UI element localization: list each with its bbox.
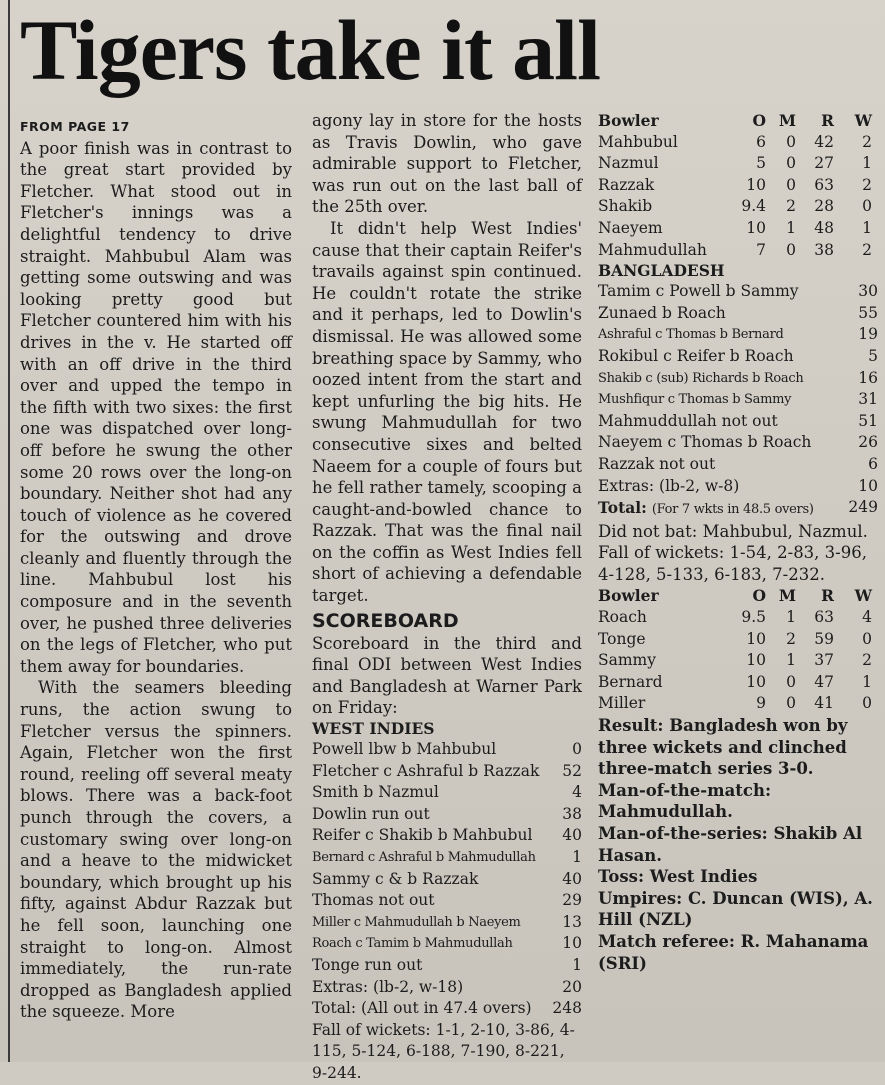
wi-batting-row	[312, 761, 582, 783]
wi-batting-card	[312, 739, 582, 1020]
match-referee: Match referee: R. Mahanama (SRI)	[598, 931, 869, 973]
bowling-figure: 41	[814, 694, 834, 713]
batter-runs: 55	[858, 303, 878, 322]
batter-runs: 19	[858, 325, 878, 344]
bowling-row	[598, 240, 878, 262]
bowling-row	[598, 132, 878, 154]
wi-batting-row	[312, 977, 582, 999]
batter-dismissal: Roach c Tamim b Mahmudullah	[312, 936, 513, 952]
bd-total-detail: (For 7 wkts in 48.5 overs)	[651, 502, 814, 518]
bd-batting-row	[598, 389, 878, 411]
wi-batting-row	[312, 955, 582, 977]
batter-dismissal: Powell lbw b Mahbubul	[312, 740, 497, 759]
bowling-row	[598, 650, 878, 672]
batter-runs: 52	[562, 761, 582, 780]
bd-batting-row	[598, 303, 878, 325]
bowling-header-cell: W	[854, 586, 872, 606]
bowling-figure: 47	[814, 672, 834, 691]
bowling-figure: 9.5	[741, 608, 766, 627]
bowling-figure: 0	[786, 240, 796, 259]
bowling-figure: 2	[786, 197, 796, 216]
batter-runs: 1	[572, 848, 582, 866]
bowling-figure: 6	[756, 132, 766, 151]
bowling-header-cell: R	[821, 586, 834, 606]
scoreboard-title: SCOREBOARD	[312, 609, 459, 632]
bowling-figure: 10	[746, 175, 766, 194]
bowling-figure: 0	[862, 694, 872, 713]
bowling-figure: 10	[746, 651, 766, 670]
bowling-figure: 2	[862, 175, 872, 194]
bowling-figure: 48	[814, 218, 834, 237]
match-result: Result: Bangladesh won by three wickets and clinched three-match series 3-0.	[598, 716, 848, 779]
bowling-figure: 1	[862, 218, 872, 237]
team-heading-bangladesh: BANGLADESH	[598, 261, 725, 281]
bowling-header-cell: O	[752, 586, 766, 606]
bowling-figure: 9.4	[741, 197, 766, 216]
batter-runs: 26	[858, 433, 878, 452]
bowling-figure: 0	[862, 197, 872, 216]
bd-batting-row	[598, 368, 878, 390]
bd-bowling-card	[598, 110, 878, 261]
article-column-1	[20, 110, 292, 1023]
wi-batting-row	[312, 847, 582, 869]
bowling-figure: 0	[786, 175, 796, 194]
batter-runs: 0	[572, 740, 582, 759]
wi-batting-row	[312, 869, 582, 891]
bowling-figure: 1	[786, 608, 796, 627]
batter-runs: 248	[552, 999, 582, 1018]
batter-runs: 6	[868, 454, 878, 473]
batter-runs: 51	[858, 411, 878, 430]
did-not-bat: Did not bat: Mahbubul, Nazmul.	[598, 521, 868, 541]
batter-runs: 20	[562, 977, 582, 996]
bd-batting-card	[598, 281, 878, 497]
article-paragraph: With the seamers bleeding runs, the action swung to Fletcher versus the spinners. Again, Fletcher won the first round, reeling off several meaty blows. There was a back-foot punch through the covers, a customary swing over long-on and a heave to the midwicket boundary, which brought up his fifty, against Abdur Razzak but he fell soon, launching one straight to long-on. Almost immediately, the run-rate dropped as Bangladesh applied the squeeze. More	[20, 678, 292, 1022]
wi-batting-row	[312, 782, 582, 804]
headline: Tigers take it all	[20, 2, 600, 98]
wi-batting-row	[312, 825, 582, 847]
bowling-header-cell: R	[821, 111, 834, 130]
bowling-figure: 42	[814, 132, 834, 151]
bowling-row	[598, 175, 878, 197]
batter-runs: 4	[572, 783, 582, 802]
wi-batting-row	[312, 890, 582, 912]
batter-dismissal: Miller c Mahmudullah b Naeyem	[312, 914, 521, 930]
batter-runs: 10	[562, 934, 582, 953]
bowling-header-cell: Bowler	[598, 586, 659, 606]
batter-dismissal: Smith b Nazmul	[312, 783, 439, 802]
batter-dismissal: Mahmuddullah not out	[598, 411, 778, 430]
wi-batting-row	[312, 804, 582, 826]
batter-dismissal: Zunaed b Roach	[598, 303, 726, 322]
bowling-header	[598, 110, 878, 132]
batter-runs: 40	[562, 826, 582, 845]
bowling-figure: 1	[862, 672, 872, 691]
batter-dismissal: Extras: (lb-2, w-18)	[312, 977, 464, 996]
bowling-figure: 1	[786, 651, 796, 670]
batter-runs: 5	[868, 346, 878, 365]
batter-dismissal: Fletcher c Ashraful b Razzak	[312, 761, 540, 780]
wi-batting-row	[312, 933, 582, 955]
bd-batting-row	[598, 324, 878, 346]
article-paragraph: A poor finish was in contrast to the great start provided by Fletcher. What stood out in Fletcher's innings was a delightful tendency to drive straight. Mahbubul Alam was getting some outswing and was looking pretty good but Fletcher countered him with his drives in the v. He started off with an off drive in the third over and upped the tempo in the fifth with two sixes: the first one was dispatched over long-off before he swung the other some 20 rows over the long-on boundary. Neither shot had any touch of violence as he covered for the outswing and drove cleanly and fluently through the line. Mahbubul lost his composure and in the seventh over, he pushed three deliveries on the legs of Fletcher, who put them away for boundaries.	[20, 138, 292, 676]
bowling-figure: 0	[786, 154, 796, 173]
team-heading-west-indies: WEST INDIES	[312, 719, 435, 739]
bowling-row	[598, 196, 878, 218]
bowler-name: Razzak	[598, 175, 655, 194]
man-of-the-match: Man-of-the-match: Mahmudullah.	[598, 780, 772, 822]
bowling-row	[598, 629, 878, 651]
bd-total-runs: 249	[848, 498, 878, 517]
batter-dismissal: Tonge run out	[312, 955, 423, 974]
bowling-figure: 7	[756, 240, 766, 259]
batter-dismissal: Mushfiqur c Thomas b Sammy	[598, 392, 792, 408]
batter-dismissal: Extras: (lb-2, w-8)	[598, 476, 740, 495]
bowling-figure: 10	[746, 672, 766, 691]
bowling-header-cell: O	[752, 111, 766, 130]
scoreboard-intro: Scoreboard in the third and final ODI between West Indies and Bangladesh at Warner Park on Friday:	[312, 633, 582, 718]
batter-runs: 31	[858, 390, 878, 409]
bowling-row	[598, 218, 878, 240]
toss: Toss: West Indies	[598, 867, 758, 887]
wi-batting-row	[312, 739, 582, 761]
batter-dismissal: Naeyem c Thomas b Roach	[598, 433, 812, 452]
wi-fall-of-wickets-start	[312, 1020, 582, 1085]
bowling-figure: 38	[814, 240, 834, 259]
wi-bowling-card	[598, 585, 878, 715]
bowling-figure: 0	[786, 132, 796, 151]
batter-dismissal: Thomas not out	[312, 891, 435, 910]
batter-runs: 10	[858, 476, 878, 495]
batter-runs: 29	[562, 891, 582, 910]
bowling-header-cell: W	[854, 111, 872, 130]
article-paragraph: It didn't help West Indies' cause that their captain Reifer's travails against spin continued. He couldn't rotate the strike and it perhaps, led to Dowlin's dismissal. He was allowed some breathing space by Sammy, who oozed intent from the start and kept unfurling the big hits. He swung Mahmudullah for two consecutive sixes and belted Naeem for a couple of fours but he fell rather tamely, scooping a caught-and-bowled chance to Razzak. That was the final nail on the coffin as West Indies fell short of achieving a defendable target.	[312, 218, 583, 606]
bd-batting-row	[598, 346, 878, 368]
batter-runs: 40	[562, 869, 582, 888]
bowling-figure: 1	[786, 218, 796, 237]
bowler-name: Mahmudullah	[598, 240, 707, 259]
article-column-2	[312, 110, 582, 1085]
bowler-name: Sammy	[598, 651, 657, 670]
column-rule	[8, 0, 10, 1062]
bowling-figure: 27	[814, 154, 834, 173]
bowling-figure: 0	[786, 672, 796, 691]
bowling-header-cell: M	[778, 111, 796, 130]
bowling-header-cell: Bowler	[598, 111, 659, 130]
kicker: FROM PAGE 17	[20, 119, 130, 134]
batter-dismissal: Rokibul c Reifer b Roach	[598, 346, 794, 365]
article-paragraph: agony lay in store for the hosts as Travis Dowlin, who gave admirable support to Fletcher, was run out on the last ball of the 25th over.	[312, 111, 582, 217]
bd-batting-row	[598, 476, 878, 498]
batter-dismissal: Total: (All out in 47.4 overs)	[312, 999, 532, 1018]
bowling-figure: 0	[786, 694, 796, 713]
bowler-name: Mahbubul	[598, 132, 678, 151]
bowling-row	[598, 672, 878, 694]
bowling-figure: 37	[814, 651, 834, 670]
bowling-figure: 2	[786, 629, 796, 648]
batter-dismissal: Ashraful c Thomas b Bernard	[598, 327, 784, 343]
bd-total-label: Total:	[598, 498, 647, 518]
bowling-row	[598, 693, 878, 715]
bowling-figure: 59	[814, 629, 834, 648]
bowler-name: Roach	[598, 608, 647, 627]
bowling-figure: 10	[746, 629, 766, 648]
batter-runs: 16	[858, 368, 878, 387]
wi-fall-of-wickets: Fall of wickets: 1-1, 2-10, 3-86, 4-115, 5-124, 6-188, 7-190, 8-221, 9-244.	[312, 1020, 575, 1082]
wi-batting-row	[312, 912, 582, 934]
scoreboard-column-3	[598, 110, 878, 974]
wi-batting-row	[312, 998, 582, 1020]
bowling-header	[598, 585, 878, 607]
bd-batting-row	[598, 432, 878, 454]
batter-dismissal: Sammy c & b Razzak	[312, 869, 479, 888]
batter-dismissal: Bernard c Ashraful b Mahmudullah	[312, 850, 536, 865]
bowling-figure: 0	[862, 629, 872, 648]
bd-batting-row	[598, 281, 878, 303]
batter-dismissal: Reifer c Shakib b Mahbubul	[312, 826, 533, 845]
batter-dismissal: Shakib c (sub) Richards b Roach	[598, 370, 804, 386]
bd-batting-row	[598, 411, 878, 433]
bowling-row	[598, 607, 878, 629]
bowling-figure: 4	[862, 608, 872, 627]
man-of-the-series: Man-of-the-series: Shakib Al Hasan.	[598, 824, 863, 865]
bowling-figure: 2	[862, 651, 872, 670]
batter-runs: 1	[572, 955, 582, 974]
batter-dismissal: Tamim c Powell b Sammy	[598, 282, 799, 301]
bowling-figure: 2	[862, 240, 872, 259]
batter-runs: 38	[562, 804, 582, 823]
bowling-header-cell: M	[778, 586, 796, 606]
bowler-name: Miller	[598, 694, 646, 713]
bowler-name: Tonge	[598, 629, 646, 648]
bd-batting-row	[598, 454, 878, 476]
bowler-name: Naeyem	[598, 218, 663, 237]
bowling-figure: 1	[862, 154, 872, 173]
bowling-figure: 9	[756, 694, 766, 713]
bowler-name: Bernard	[598, 672, 663, 691]
bowling-figure: 63	[814, 608, 834, 627]
batter-runs: 13	[562, 912, 582, 931]
batter-dismissal: Razzak not out	[598, 454, 716, 473]
bowling-figure: 2	[862, 132, 872, 151]
batter-dismissal: Dowlin run out	[312, 804, 430, 823]
bowling-figure: 10	[746, 218, 766, 237]
batter-runs: 30	[858, 282, 878, 301]
bowler-name: Shakib	[598, 197, 653, 216]
umpires: Umpires: C. Duncan (WIS), A. Hill (NZL)	[598, 888, 873, 930]
bd-fall-of-wickets: Fall of wickets: 1-54, 2-83, 3-96, 4-128, 5-133, 6-183, 7-232.	[598, 543, 867, 584]
bowling-row	[598, 153, 878, 175]
bowler-name: Nazmul	[598, 154, 659, 173]
bowling-figure: 63	[814, 175, 834, 194]
bd-total-row	[598, 497, 878, 521]
bowling-figure: 28	[814, 197, 834, 216]
bowling-figure: 5	[756, 154, 766, 173]
